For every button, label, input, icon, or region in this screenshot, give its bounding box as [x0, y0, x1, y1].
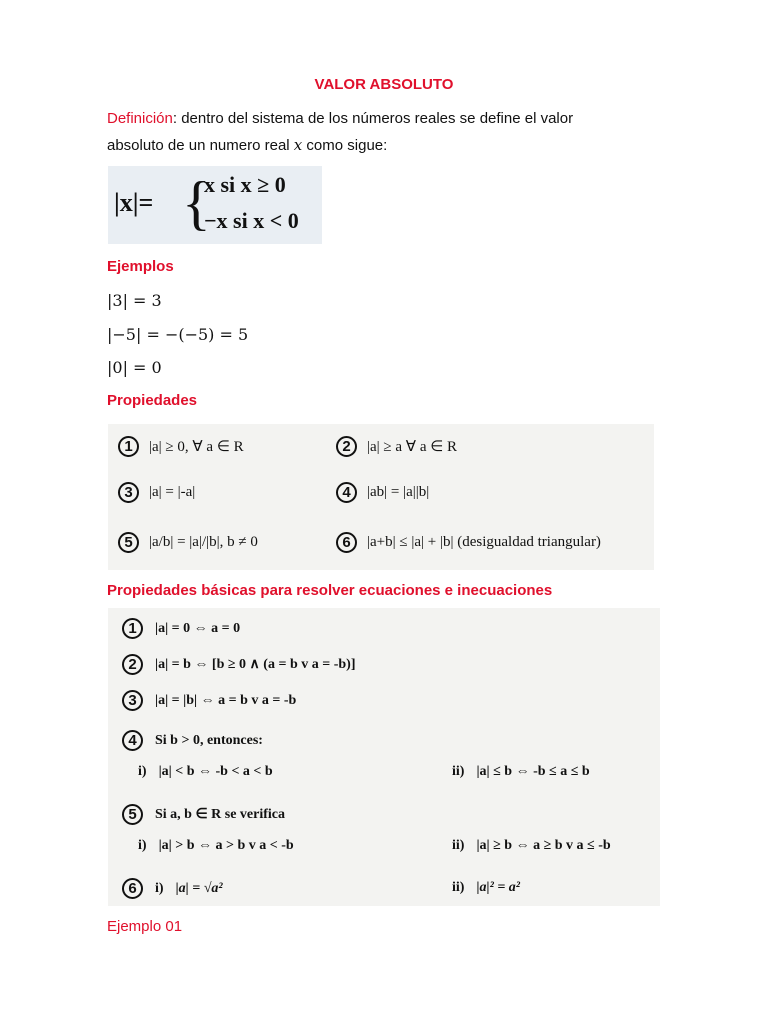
item-label: i) [138, 838, 147, 853]
basic-property-5 [122, 804, 285, 825]
basic-property-2 [122, 654, 355, 675]
definition-brace: { [182, 170, 211, 236]
circled-number-icon: 3 [122, 690, 143, 711]
basic-property-1 [122, 618, 240, 639]
circled-number-icon: 1 [122, 618, 143, 639]
item-text: |a| > b ⇔ a > b v a < -b [158, 838, 294, 853]
definition-label: Definición [107, 110, 173, 127]
item-label: ii) [452, 880, 465, 895]
property-text: |a| ≥ a ∀ a ∈ R [367, 439, 458, 455]
basic-property-5-ii [452, 838, 611, 854]
basic-property-4-i [138, 764, 273, 780]
basic-property-6-ii [452, 880, 520, 896]
circled-number-icon: 2 [336, 436, 357, 457]
definition-lhs: |x|= [114, 188, 154, 217]
circled-number-icon: 2 [122, 654, 143, 675]
item-text: |a|² = a² [476, 880, 520, 895]
properties-heading: Propiedades [107, 392, 198, 409]
definition-paragraph [107, 106, 667, 159]
property-2 [336, 436, 457, 457]
property-text: |a+b| ≤ |a| + |b| (desigualdad triangular) [367, 534, 601, 550]
basic-property-text: |a| = |b| ⇔ a = b v a = -b [155, 692, 297, 708]
item-label: i) [138, 764, 147, 779]
circled-number-icon: 4 [336, 482, 357, 503]
basic-property-text: |a| = 0 ⇔ a = 0 [155, 620, 241, 636]
example-01-heading: Ejemplo 01 [107, 918, 183, 935]
definition-line2-post: como sigue: [302, 137, 388, 154]
property-text: |a| = |-a| [149, 484, 196, 500]
item-text: |a| = √a² [175, 880, 223, 896]
item-text: |a| < b ⇔ -b < a < b [158, 764, 273, 779]
property-1 [118, 436, 244, 457]
property-text: |a/b| = |a|/|b|, b ≠ 0 [149, 534, 258, 550]
basic-property-6 [122, 878, 223, 899]
basic-property-text: |a| = b ⇔ [b ≥ 0 ∧ (a = b v a = -b)] [155, 657, 356, 672]
basic-property-text: Si b > 0, entonces: [155, 732, 263, 748]
example-item: |3| = 3 [107, 291, 162, 310]
page-title: VALOR ABSOLUTO [314, 76, 454, 93]
item-text: |a| ≥ b ⇔ a ≥ b v a ≤ -b [476, 838, 611, 853]
basic-property-5-i [138, 838, 294, 854]
definition-formula-image [108, 166, 322, 244]
basic-property-text: Si a, b ∈ R se verifica [155, 807, 286, 822]
circled-number-icon: 6 [122, 878, 143, 899]
property-text: |ab| = |a||b| [367, 484, 430, 500]
circled-number-icon: 3 [118, 482, 139, 503]
definition-line1: : dentro del sistema de los números reales se define el valor [172, 110, 574, 127]
item-label: ii) [452, 764, 465, 779]
property-text: |a| ≥ 0, ∀ a ∈ R [149, 439, 244, 455]
basic-property-4 [122, 730, 263, 751]
property-6 [336, 532, 601, 553]
definition-line2-pre: absoluto de un numero real [107, 137, 294, 154]
circled-number-icon: 6 [336, 532, 357, 553]
properties-image [108, 424, 654, 570]
item-text: |a| ≤ b ⇔ -b ≤ a ≤ b [476, 764, 590, 779]
circled-number-icon: 1 [118, 436, 139, 457]
basic-properties-image [108, 608, 660, 906]
property-3 [118, 482, 195, 503]
property-4 [336, 482, 429, 503]
definition-case1: x si x ≥ 0 [204, 172, 286, 197]
example-item: |0| = 0 [107, 358, 162, 377]
circled-number-icon: 5 [118, 532, 139, 553]
item-label: i) [155, 880, 164, 896]
item-label: ii) [452, 838, 465, 853]
definition-case2: −x si x < 0 [204, 208, 299, 233]
examples-heading: Ejemplos [107, 258, 174, 275]
basic-property-4-ii [452, 764, 590, 780]
circled-number-icon: 5 [122, 804, 143, 825]
basic-properties-heading: Propiedades básicas para resolver ecuaciones e inecuaciones [107, 582, 553, 599]
property-5 [118, 532, 258, 553]
basic-property-3 [122, 690, 296, 711]
circled-number-icon: 4 [122, 730, 143, 751]
example-item: |−5| = −(−5) = 5 [107, 325, 249, 344]
definition-variable: x [293, 136, 303, 154]
